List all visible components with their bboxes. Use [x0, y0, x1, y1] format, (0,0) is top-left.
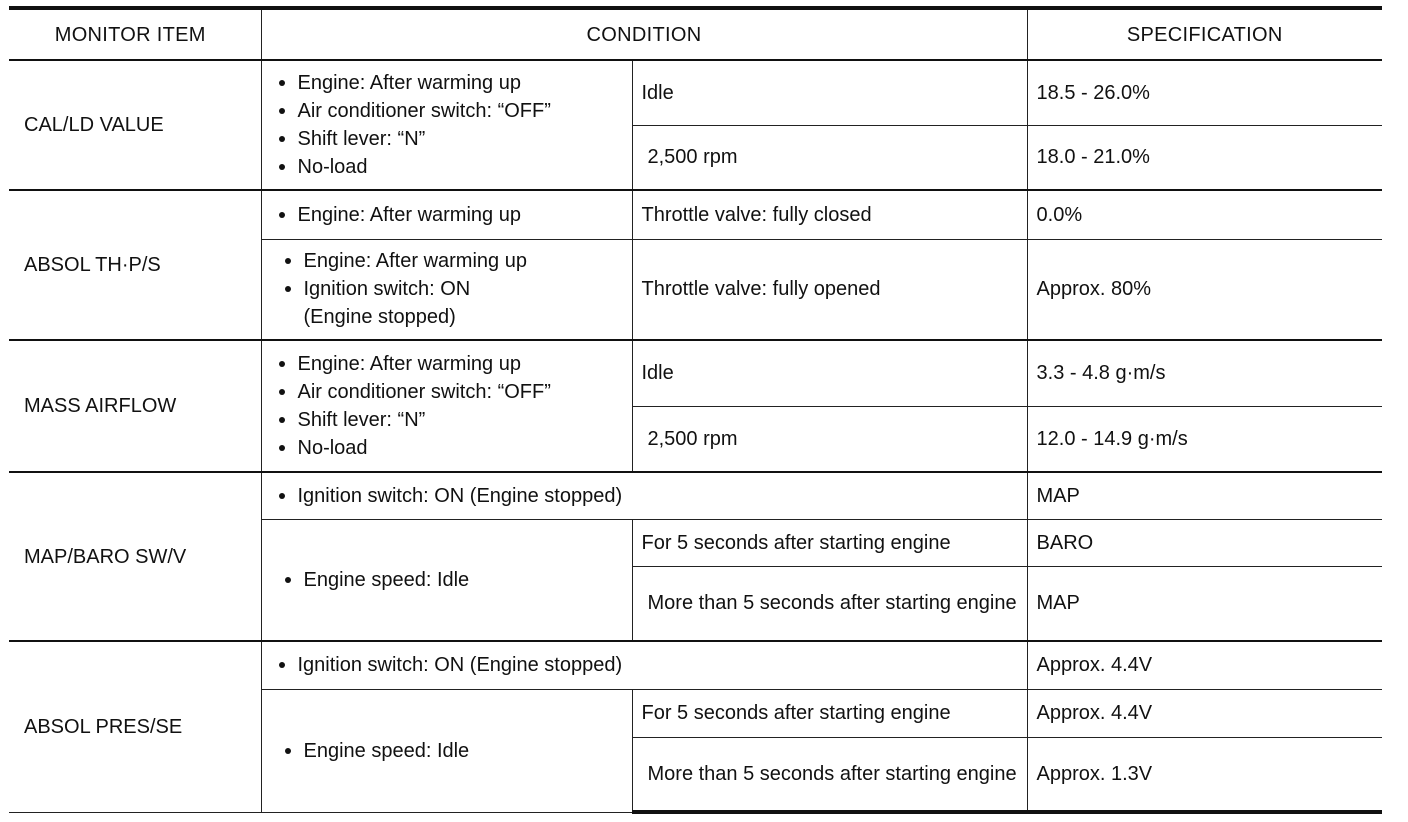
condition-bullet: Engine: After warming up	[277, 247, 623, 275]
table-row	[9, 641, 1382, 689]
monitor-item-absol-pres: ABSOL PRES/SE	[9, 641, 261, 812]
condition-bullet: Engine: After warming up	[271, 69, 623, 97]
table-row	[9, 60, 1382, 125]
condition-list	[271, 651, 1018, 679]
monitor-item-mass-airflow: MASS AIRFLOW	[9, 340, 261, 472]
table-row	[9, 472, 1382, 519]
condition-cell	[261, 689, 632, 812]
spec-value: 18.0 - 21.0%	[1027, 125, 1382, 190]
condition-bullet: Engine: After warming up	[271, 350, 623, 378]
header-monitor-item: MONITOR ITEM	[9, 8, 261, 60]
condition-cell	[261, 340, 632, 472]
condition-list	[271, 201, 623, 229]
condition-detail: Idle	[632, 340, 1027, 406]
condition-bullet: Air conditioner switch: “OFF”	[271, 97, 623, 125]
condition-bullet: Air conditioner switch: “OFF”	[271, 378, 623, 406]
spec-value: MAP	[1027, 472, 1382, 519]
condition-cell	[261, 190, 632, 239]
condition-cell	[261, 60, 632, 190]
condition-cell	[261, 519, 632, 641]
condition-cell	[261, 239, 632, 340]
condition-detail: 2,500 rpm	[632, 406, 1027, 472]
condition-bullet: No-load	[271, 153, 623, 181]
spec-value: 3.3 - 4.8 g·m/s	[1027, 340, 1382, 406]
condition-list	[271, 69, 623, 181]
condition-list	[277, 737, 623, 765]
condition-detail: More than 5 seconds after starting engine	[632, 737, 1027, 812]
condition-bullet: No-load	[271, 434, 623, 462]
condition-list	[277, 566, 623, 594]
condition-detail: More than 5 seconds after starting engine	[632, 566, 1027, 641]
spec-value: MAP	[1027, 566, 1382, 641]
spec-value: 0.0%	[1027, 190, 1382, 239]
condition-cell	[261, 472, 1027, 519]
condition-detail: 2,500 rpm	[632, 125, 1027, 190]
condition-list	[271, 350, 623, 462]
table-row	[9, 190, 1382, 239]
header-condition: CONDITION	[261, 8, 1027, 60]
condition-bullet: Engine: After warming up	[271, 201, 623, 229]
condition-detail: Throttle valve: fully opened	[632, 239, 1027, 340]
condition-bullet: Shift lever: “N”	[271, 125, 623, 153]
spec-value: Approx. 1.3V	[1027, 737, 1382, 812]
condition-text: Ignition switch: ON	[303, 278, 471, 301]
condition-detail: Idle	[632, 60, 1027, 125]
spec-value: Approx. 4.4V	[1027, 689, 1382, 737]
condition-bullet: Shift lever: “N”	[271, 406, 623, 434]
spec-value: Approx. 80%	[1027, 239, 1382, 340]
condition-list	[271, 482, 1018, 510]
condition-bullet: Engine speed: Idle	[277, 737, 623, 765]
monitor-item-absol-th: ABSOL TH·P/S	[9, 190, 261, 340]
spec-value: BARO	[1027, 519, 1382, 566]
spec-value: 12.0 - 14.9 g·m/s	[1027, 406, 1382, 472]
header-specification: SPECIFICATION	[1027, 8, 1382, 60]
spec-value: Approx. 4.4V	[1027, 641, 1382, 689]
table-header-row	[9, 8, 1382, 60]
monitor-item-map-baro: MAP/BARO SW/V	[9, 472, 261, 641]
condition-bullet: Ignition switch: ON (Engine stopped)	[271, 482, 1018, 510]
monitor-item-cal-ld: CAL/LD VALUE	[9, 60, 261, 190]
condition-bullet: Engine speed: Idle	[277, 566, 623, 594]
condition-note: (Engine stopped)	[303, 306, 456, 329]
condition-list	[277, 247, 623, 331]
monitor-spec-table	[9, 6, 1382, 814]
condition-bullet: Ignition switch: ON (Engine stopped)	[271, 651, 1018, 679]
condition-bullet	[277, 275, 623, 331]
condition-cell	[261, 641, 1027, 689]
condition-detail: For 5 seconds after starting engine	[632, 519, 1027, 566]
spec-value: 18.5 - 26.0%	[1027, 60, 1382, 125]
table-row	[9, 340, 1382, 406]
condition-detail: For 5 seconds after starting engine	[632, 689, 1027, 737]
condition-detail: Throttle valve: fully closed	[632, 190, 1027, 239]
